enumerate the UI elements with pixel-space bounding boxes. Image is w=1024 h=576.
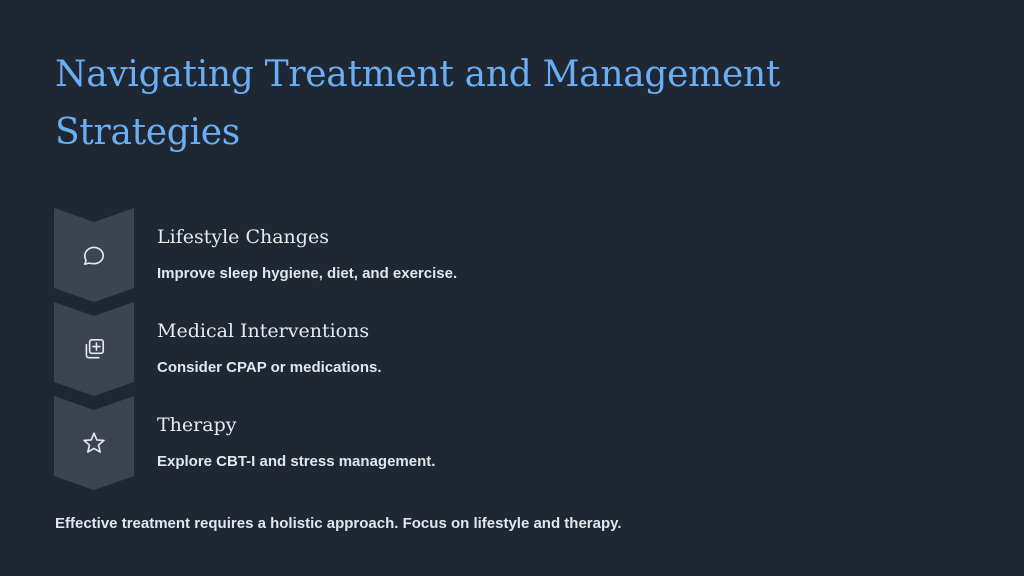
star-icon — [81, 430, 107, 456]
steps-list — [54, 208, 954, 490]
step-lifestyle-changes — [54, 208, 954, 302]
chevron-marker — [54, 302, 134, 396]
step-title: Therapy — [157, 414, 237, 436]
step-therapy — [54, 396, 954, 490]
step-description: Explore CBT-I and stress management. — [157, 453, 436, 470]
chat-bubble-icon — [81, 242, 107, 268]
chevron-marker — [54, 208, 134, 302]
step-description: Improve sleep hygiene, diet, and exercise. — [157, 265, 458, 282]
medical-plus-icon — [81, 336, 107, 362]
step-description: Consider CPAP or medications. — [157, 359, 382, 376]
step-title: Lifestyle Changes — [157, 226, 329, 248]
step-medical-interventions — [54, 302, 954, 396]
step-title: Medical Interventions — [157, 320, 370, 342]
page-title: Navigating Treatment and Management Strategies — [55, 54, 781, 153]
chevron-marker — [54, 396, 134, 490]
footer-summary: Effective treatment requires a holistic approach. Focus on lifestyle and therapy. — [55, 515, 622, 532]
